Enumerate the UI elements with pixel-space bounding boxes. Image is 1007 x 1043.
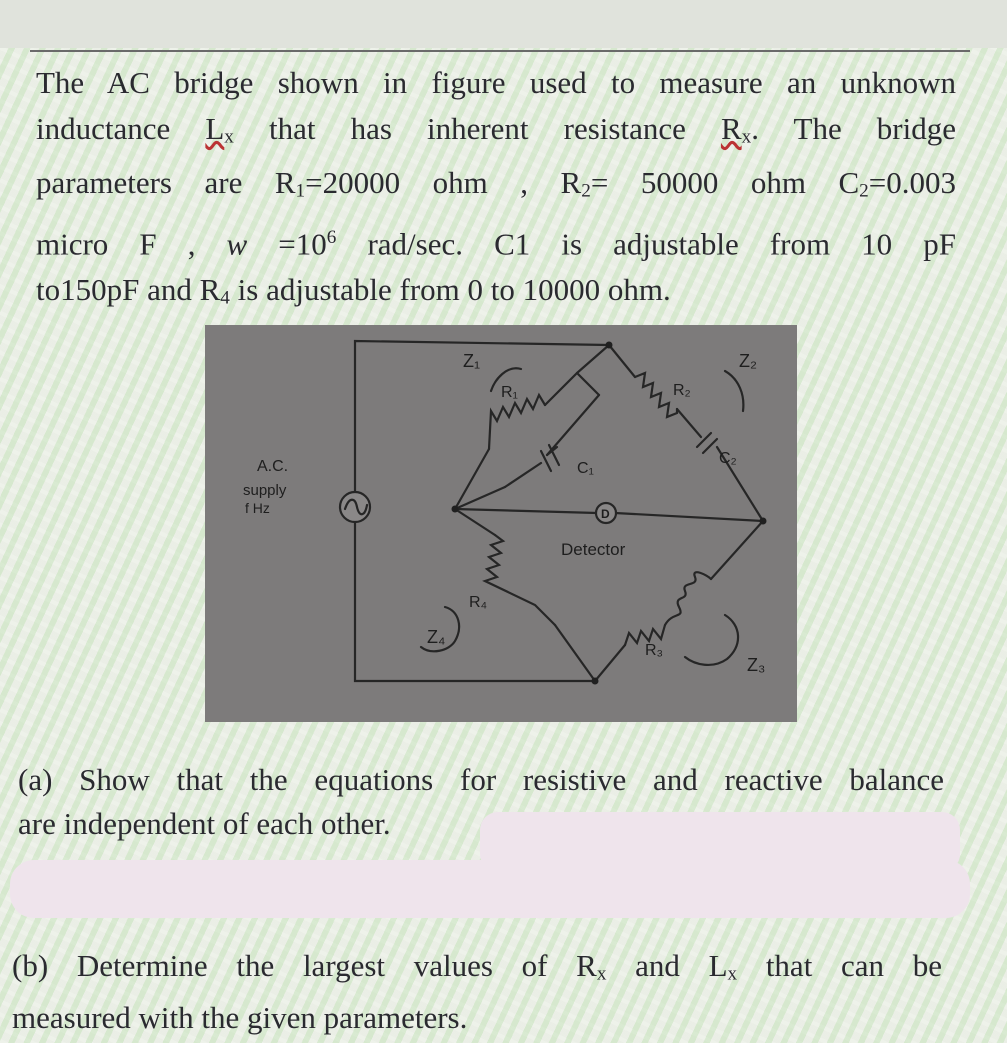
arm-z1-wire: [577, 345, 609, 373]
node-top: [606, 342, 613, 349]
inductor-icon: [665, 572, 711, 625]
label-r2: R₂: [673, 382, 691, 399]
supply-label-ac: A.C.: [257, 458, 289, 475]
resistor-icon: [489, 395, 545, 449]
arm-z3-wire-b: [711, 521, 763, 579]
arm-z3-wire-a: [595, 645, 625, 681]
z2-c2-wire: [677, 409, 701, 437]
resistor-icon: [635, 373, 677, 417]
z1-branch-join: [455, 449, 505, 509]
question-b: [12, 944, 942, 1040]
problem-line-5: to150pF and $R_4$ is adjustable from 0 to 10000 ohm.: [36, 272, 671, 309]
node-right: [760, 518, 767, 525]
supply-label-freq: f Hz: [245, 500, 270, 516]
supply-wire-top: [355, 341, 609, 493]
label-r1: R₁: [501, 384, 518, 401]
bridge-circuit-figure: [205, 325, 797, 722]
arm-z4-wire-a: [455, 509, 495, 535]
bridge-circuit-diagram: [205, 325, 797, 722]
z1-c1-wire-left: [505, 463, 541, 487]
resistor-icon: [485, 535, 555, 625]
supply-label-supply: supply: [243, 482, 287, 499]
question-a-line-2: are independent of each other.: [18, 806, 391, 841]
z2-annotation-curve: [725, 371, 743, 411]
detector-symbol: D: [601, 507, 610, 521]
problem-line-2: inductance $L_x$ that has inherent resistance $R_x$. The bridge: [36, 111, 956, 148]
label-z1: Z₁: [463, 351, 481, 371]
question-a-line-1: (a) Show that the equations for resistive and reactive balance: [18, 762, 944, 797]
arm-z4-wire-b: [555, 625, 595, 681]
detector-wire-right: [615, 513, 763, 521]
question-b-line-2: measured with the given parameters.: [12, 1000, 468, 1036]
label-z4: Z₄: [427, 627, 446, 647]
problem-line-1: The AC bridge shown in figure used to measure an unknown: [36, 65, 956, 100]
z1-right-wire: [547, 395, 599, 455]
z1-branch-split: [545, 373, 599, 405]
arm-z2-wire-a: [609, 345, 635, 377]
node-bottom: [592, 678, 599, 685]
horizontal-rule: [30, 50, 970, 52]
label-z2: Z₂: [739, 351, 757, 371]
label-c1: C₁: [577, 460, 594, 477]
detector-wire-left: [455, 509, 597, 513]
label-c2: C₂: [719, 450, 737, 467]
label-r4: R₄: [469, 594, 488, 611]
detector-label: Detector: [561, 540, 626, 559]
node-left: [452, 506, 459, 513]
label-r3: R₃: [645, 642, 664, 659]
problem-statement: [36, 60, 956, 322]
label-z3: Z₃: [747, 655, 766, 675]
problem-line-3: parameters are $R_1=20000$ ohm , $R_2= 50000$ ohm $C_2=0.003$: [36, 165, 956, 202]
question-b-line-1: (b) Determine the largest values of $R_x$ and $L_x$ that can be: [12, 948, 942, 985]
top-margin: [0, 0, 1007, 48]
redaction-mark: [10, 860, 970, 918]
problem-line-4: micro F , $w =10^6$ rad/sec. C1 is adjustable from 10 pF: [36, 226, 956, 262]
z3-annotation-curve: [685, 615, 738, 665]
